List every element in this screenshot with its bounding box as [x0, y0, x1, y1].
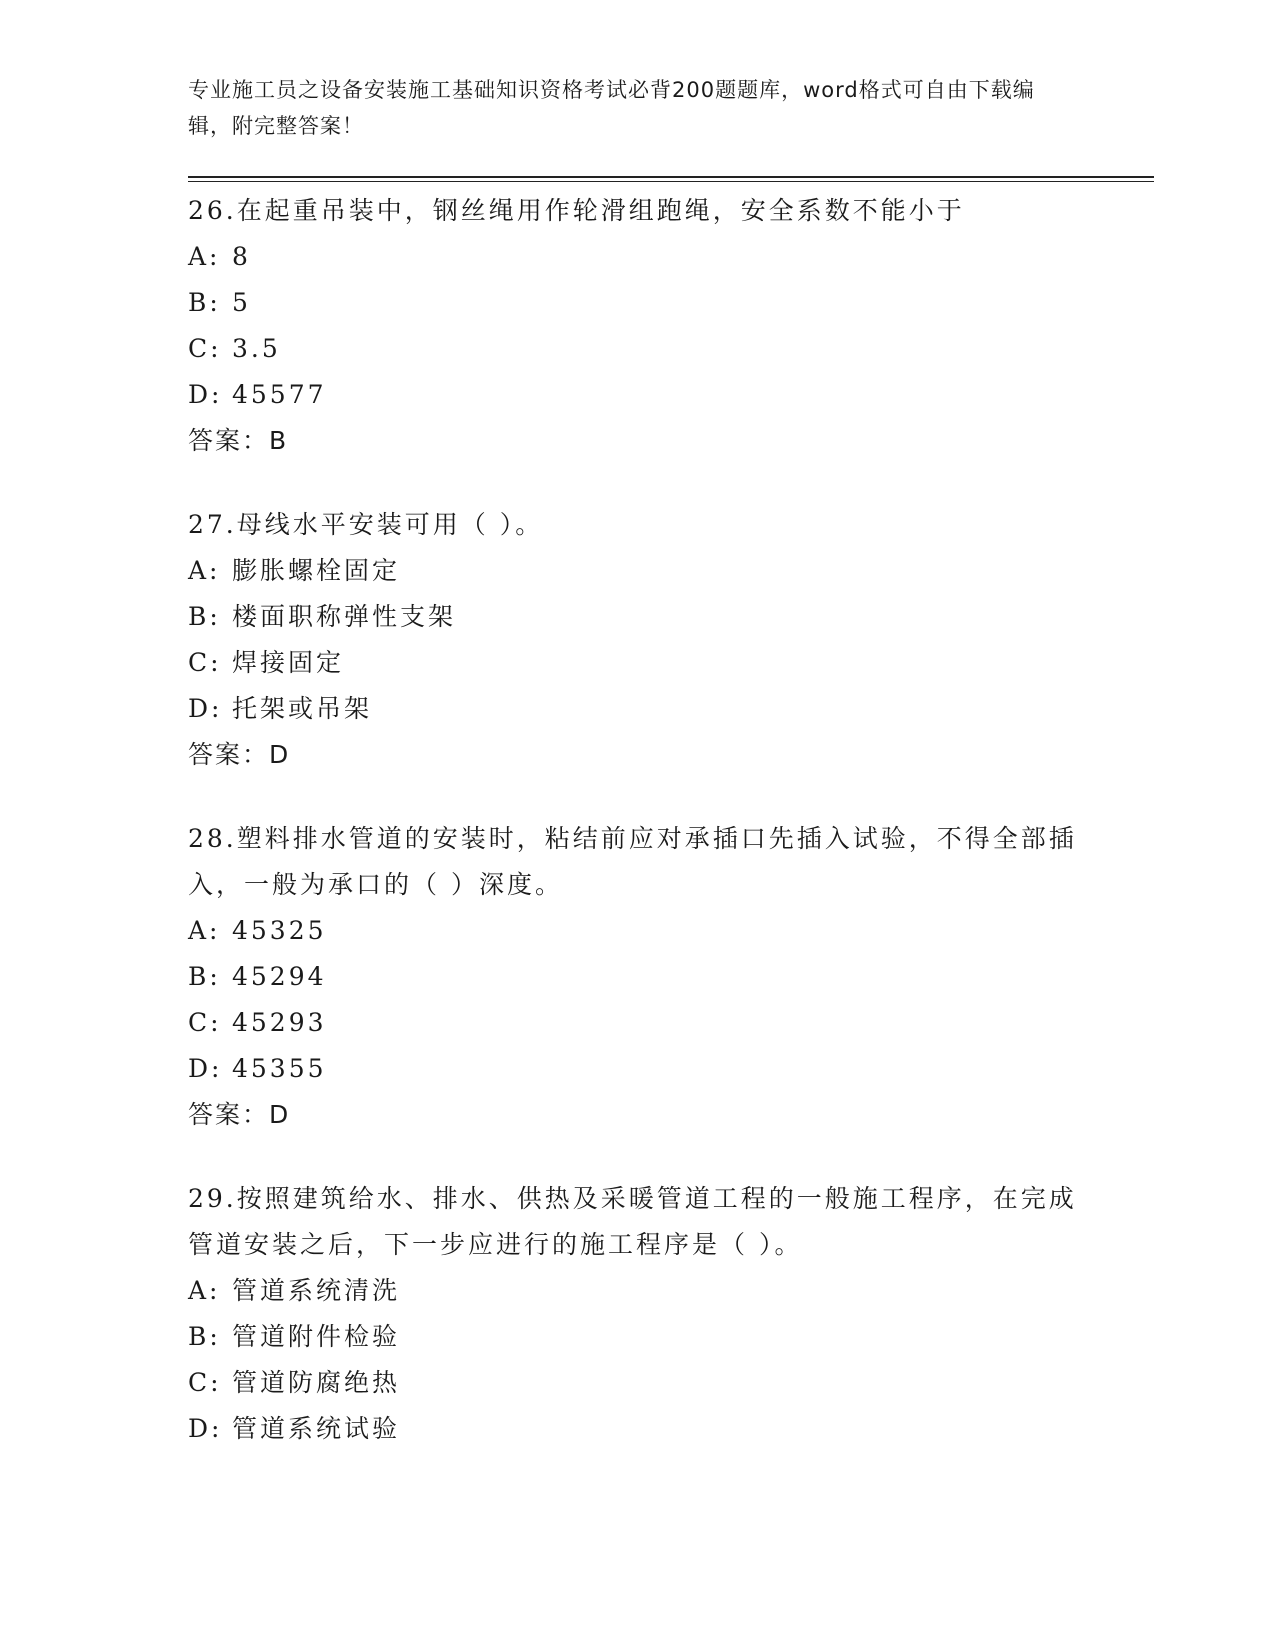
option-key: D: — [188, 380, 223, 409]
option-text: 焊接固定 — [232, 648, 345, 677]
option-text: 5 — [232, 288, 251, 317]
option-key: D: — [188, 1054, 223, 1083]
option-text: 8 — [232, 242, 251, 271]
question-27 — [188, 502, 1088, 778]
option-d — [188, 1046, 1088, 1092]
answer-line: 答案：D — [188, 740, 291, 769]
option-text: 45294 — [232, 962, 327, 991]
option-key: C: — [188, 1368, 222, 1397]
question-list — [188, 188, 1088, 1490]
answer-line: 答案：B — [188, 426, 289, 455]
option-b — [188, 1314, 1088, 1360]
question-stem: 28.塑料排水管道的安装时，粘结前应对承插口先插入试验，不得全部插入，一般为承口的（ ）深度。 — [188, 824, 1077, 899]
option-text: 管道系统清洗 — [232, 1276, 401, 1305]
option-key: B: — [188, 288, 221, 317]
option-c — [188, 640, 1088, 686]
question-26 — [188, 188, 1088, 464]
option-a — [188, 234, 1088, 280]
option-key: B: — [188, 962, 221, 991]
option-a — [188, 1268, 1088, 1314]
option-b — [188, 594, 1088, 640]
option-a — [188, 548, 1088, 594]
question-stem: 26.在起重吊装中，钢丝绳用作轮滑组跑绳，安全系数不能小于 — [188, 196, 965, 225]
answer-line: 答案：D — [188, 1100, 291, 1129]
header-divider-thin — [188, 181, 1154, 182]
option-b — [188, 954, 1088, 1000]
option-text: 楼面职称弹性支架 — [232, 602, 457, 631]
option-b — [188, 280, 1088, 326]
option-key: A: — [188, 1276, 221, 1305]
option-key: B: — [188, 602, 221, 631]
question-29 — [188, 1176, 1088, 1452]
option-text: 45577 — [232, 380, 327, 409]
option-d — [188, 686, 1088, 732]
option-text: 管道系统试验 — [232, 1414, 401, 1443]
option-c — [188, 1000, 1088, 1046]
option-key: D: — [188, 694, 223, 723]
option-c — [188, 1360, 1088, 1406]
option-text: 45325 — [232, 916, 327, 945]
option-key: A: — [188, 242, 221, 271]
option-key: C: — [188, 1008, 222, 1037]
option-key: C: — [188, 334, 222, 363]
question-28 — [188, 816, 1088, 1138]
question-stem: 27.母线水平安装可用（ ）。 — [188, 510, 544, 539]
option-text: 45355 — [232, 1054, 327, 1083]
document-header: 专业施工员之设备安装施工基础知识资格考试必背200题题库，word格式可自由下载编辑，附完整答案！ — [188, 78, 1035, 138]
option-key: A: — [188, 916, 221, 945]
option-text: 托架或吊架 — [232, 694, 373, 723]
option-text: 45293 — [232, 1008, 327, 1037]
option-d — [188, 1406, 1088, 1452]
question-stem: 29.按照建筑给水、排水、供热及采暖管道工程的一般施工程序，在完成管道安装之后，下一步应进行的施工程序是（ ）。 — [188, 1184, 1077, 1259]
option-key: C: — [188, 648, 222, 677]
option-text: 膨胀螺栓固定 — [232, 556, 401, 585]
option-text: 管道附件检验 — [232, 1322, 401, 1351]
option-key: A: — [188, 556, 221, 585]
option-a — [188, 908, 1088, 954]
option-key: D: — [188, 1414, 223, 1443]
option-key: B: — [188, 1322, 221, 1351]
header-divider-thick — [188, 176, 1154, 178]
option-text: 管道防腐绝热 — [232, 1368, 401, 1397]
option-d — [188, 372, 1088, 418]
option-c — [188, 326, 1088, 372]
option-text: 3.5 — [232, 334, 281, 363]
